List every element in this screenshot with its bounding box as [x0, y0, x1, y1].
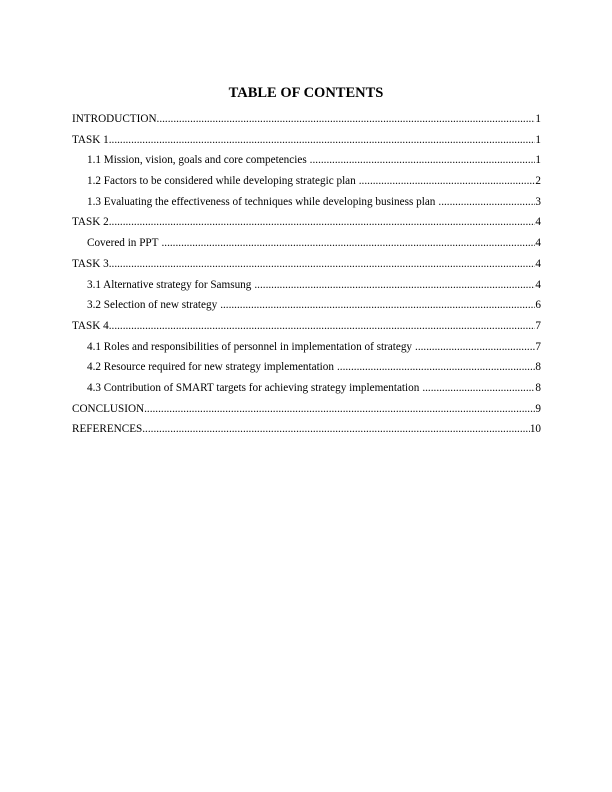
toc-page-number: 9 — [535, 402, 541, 415]
toc-entry-text: INTRODUCTION — [72, 113, 157, 125]
toc-page-number: 8 — [535, 361, 541, 374]
toc-entry-text: 4.2 Resource required for new strategy implementation — [87, 361, 334, 374]
toc-dot-leader — [422, 381, 535, 396]
toc-entry-4-3[interactable] — [72, 381, 541, 402]
toc-entry-task-2[interactable] — [72, 215, 541, 236]
toc-entry-3-1[interactable] — [72, 278, 541, 299]
toc-dot-leader — [337, 360, 535, 375]
toc-page-number: 10 — [529, 423, 541, 436]
toc-entry-text: 3.2 Selection of new strategy — [87, 299, 218, 312]
toc-dot-leader — [220, 298, 535, 313]
toc-entry-text: 1.1 Mission, vision, goals and core competencies — [87, 154, 307, 167]
toc-page-number: 1 — [535, 113, 541, 125]
toc-entry-references[interactable] — [72, 422, 541, 443]
toc-dot-leader — [161, 236, 535, 251]
toc-entry-text: Covered in PPT — [87, 237, 159, 250]
toc-entry-text: TASK 1 — [72, 133, 109, 146]
toc-dot-leader — [109, 215, 536, 230]
toc-page-number: 3 — [535, 195, 541, 208]
toc-entry-3-2[interactable] — [72, 298, 541, 319]
toc-entry-covered-in-ppt[interactable] — [72, 236, 541, 257]
toc-entry-conclusion[interactable] — [72, 402, 541, 423]
toc-page-number: 4 — [535, 216, 541, 229]
toc-entry-1-3[interactable] — [72, 195, 541, 216]
toc-entry-text: 3.1 Alternative strategy for Samsung — [87, 278, 252, 291]
toc-page-number: 2 — [535, 175, 541, 188]
toc-dot-leader — [109, 257, 536, 272]
toc-dot-leader — [142, 422, 530, 437]
toc-dot-leader — [109, 319, 536, 334]
toc-page-number: 6 — [535, 299, 541, 312]
toc-entry-task-3[interactable] — [72, 257, 541, 278]
toc-entry-4-2[interactable] — [72, 360, 541, 381]
toc-entry-4-1[interactable] — [72, 340, 541, 361]
toc-dot-leader — [415, 340, 535, 355]
toc-dot-leader — [310, 153, 536, 168]
toc-entry-text: 4.3 Contribution of SMART targets for achieving strategy implementation — [87, 381, 420, 394]
toc-entry-1-1[interactable] — [72, 153, 541, 174]
toc-page-number: 4 — [535, 237, 541, 250]
toc-entry-text: TASK 4 — [72, 319, 109, 332]
toc-page-number: 1 — [535, 133, 541, 146]
toc-page-number: 4 — [535, 257, 541, 270]
toc-entry-introduction[interactable] — [72, 112, 541, 133]
toc-entry-task-1[interactable] — [72, 133, 541, 154]
toc-list — [72, 112, 541, 443]
toc-page-number: 1 — [535, 154, 541, 167]
toc-entry-text: CONCLUSION — [72, 402, 145, 415]
toc-entry-text: TASK 3 — [72, 257, 109, 270]
toc-page-number: 4 — [535, 278, 541, 291]
toc-entry-task-4[interactable] — [72, 319, 541, 340]
toc-page-number: 7 — [535, 319, 541, 332]
toc-page-number: 8 — [535, 381, 541, 394]
toc-entry-text: 4.1 Roles and responsibilities of personnel in implementation of strategy — [87, 340, 413, 353]
toc-dot-leader — [359, 174, 536, 189]
toc-dot-leader — [157, 112, 536, 127]
toc-entry-text: 1.2 Factors to be considered while developing strategic plan — [87, 175, 356, 188]
toc-entry-text: REFERENCES — [72, 423, 143, 436]
toc-dot-leader — [109, 133, 536, 148]
toc-title: TABLE OF CONTENTS — [228, 85, 384, 101]
toc-dot-leader — [438, 195, 535, 210]
toc-entry-text: 1.3 Evaluating the effectiveness of techniques while developing business plan — [87, 195, 436, 208]
toc-entry-text: TASK 2 — [72, 216, 109, 229]
toc-dot-leader — [144, 402, 535, 417]
toc-entry-1-2[interactable] — [72, 174, 541, 195]
toc-page-number: 7 — [535, 340, 541, 353]
toc-dot-leader — [254, 278, 535, 293]
